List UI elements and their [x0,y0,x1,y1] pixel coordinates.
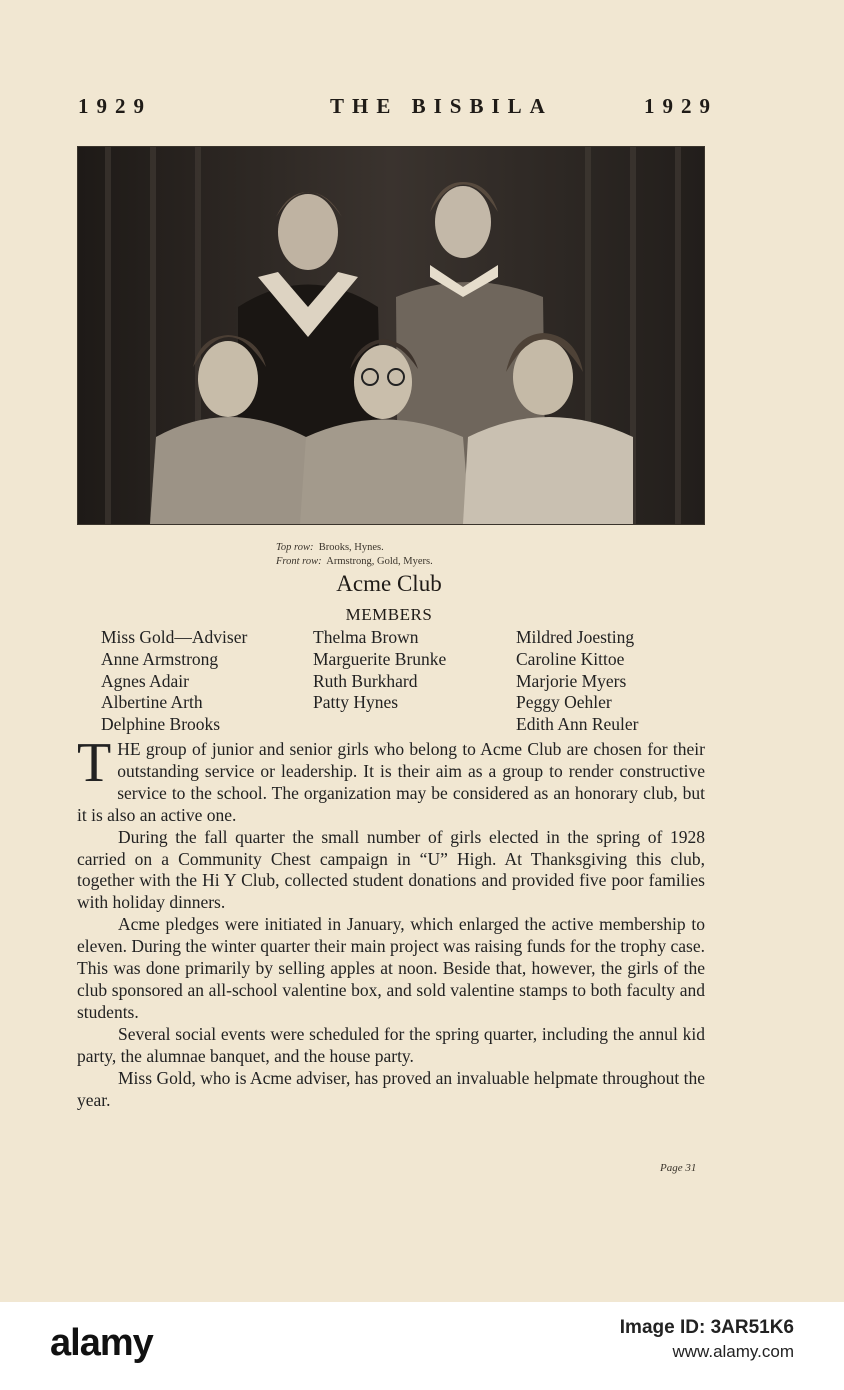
group-photo [77,146,705,525]
group-photo-illustration [78,147,704,524]
member-name: Miss Gold—Adviser [101,627,248,647]
member-name: Thelma Brown [313,627,419,647]
member-name: Anne Armstrong [101,648,219,669]
members-heading: MEMBERS [345,605,433,624]
member-name: Marguerite Brunke [313,648,447,669]
paragraph-2: During the fall quarter the small number of girls elected in the spring of 1928 carried on a Community Chest campaign in “U” High. At Thanksgiving this club, together with the Hi Y Club, collected student donations and provided five poor families with holiday dinners. [77,826,705,913]
member-name: Ruth Burkhard [313,670,418,691]
members-column-2 [313,627,446,714]
image-id: Image ID: 3AR51K6 [619,1317,794,1338]
caption-front-row [276,555,433,569]
stock-info [620,1316,794,1364]
caption-top-label: Top row: [276,542,314,553]
members-column-1 [101,627,247,736]
page-number: Page 31 [660,1162,697,1174]
header-title: THE BISBILA [330,94,553,118]
member-name: Mildred Joesting [516,627,635,647]
page-header [78,94,718,124]
stock-site: www.alamy.com [672,1342,794,1361]
caption-top-row [276,541,433,555]
caption-front-names: Armstrong, Gold, Myers. [326,556,433,567]
member-name: Albertine Arth [101,692,203,713]
member-name: Agnes Adair [101,670,189,691]
members-column-3 [516,627,638,736]
paragraph-3: Acme pledges were initiated in January, which enlarged the active membership to eleven. During the winter quarter their main project was raising funds for the trophy case. This was done primarily by selling apples at noon. Beside that, however, the girls of the club sponsored an all-school valentine box, and sold valentine stamps to both faculty and students. [77,914,705,1022]
member-name: Delphine Brooks [101,714,221,735]
paragraph-1-text: HE group of junior and senior girls who belong to Acme Club are chosen for their outstanding service or leadership. It is their aim as a group to render constructive service to the school. The organization may be considered as an honorary club, but it is also an active one. [77,739,705,825]
member-name: Marjorie Myers [516,670,627,691]
drop-cap: T [77,732,112,794]
member-name: Caroline Kittoe [516,648,625,669]
caption-front-label: Front row: [276,556,322,567]
member-name: Peggy Oehler [516,692,612,713]
caption-top-names: Brooks, Hynes. [318,542,384,553]
club-title: Acme Club [336,571,442,596]
paragraph-1 [77,732,705,827]
member-name: Patty Hynes [313,692,399,713]
stock-brand-logo: alamy [50,1322,153,1364]
article-body [77,732,705,1111]
header-year-right: 1929 [644,94,718,118]
photo-caption [276,541,433,569]
header-year-left: 1929 [78,94,152,118]
stock-footer [0,1302,844,1390]
paragraph-4: Several social events were scheduled for the spring quarter, including the annul kid party, the alumnae banquet, and the house party. [77,1023,705,1066]
member-name: Edith Ann Reuler [516,714,639,735]
paragraph-5: Miss Gold, who is Acme adviser, has proved an invaluable helpmate throughout the year. [77,1067,705,1110]
